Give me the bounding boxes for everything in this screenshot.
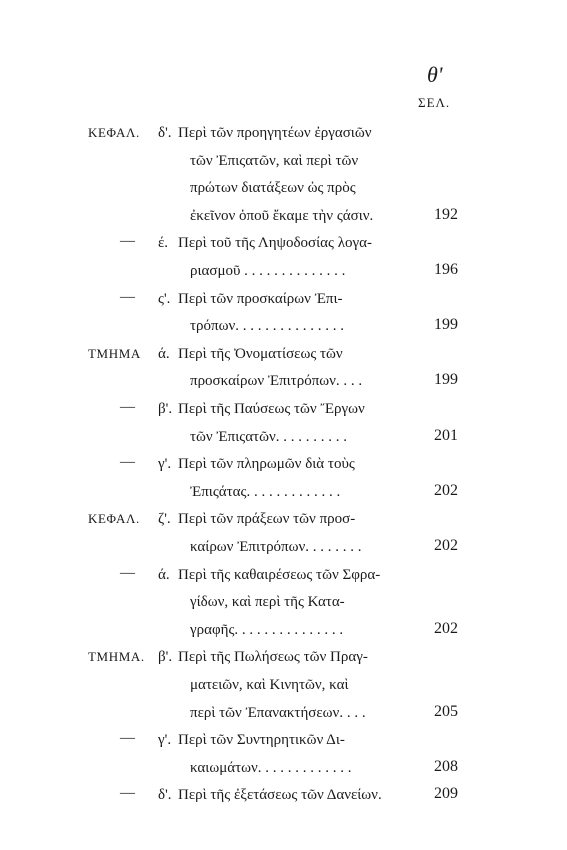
entry-label: —	[120, 564, 135, 581]
entry-ordinal: ζ'.	[158, 511, 171, 528]
entry-page-number: 201	[434, 426, 458, 444]
entry-label: —	[120, 233, 135, 250]
entry-text-line: Περὶ τῶν προηγητέων ἐργασιῶν	[178, 125, 372, 141]
entry-label: ΚΕΦΑΛ.	[88, 125, 140, 140]
entry-text-line: περὶ τῶν Ἐπανακτήσεων. . . .	[190, 704, 366, 721]
entry-text-line: καιωμάτων. . . . . . . . . . . . .	[190, 759, 352, 776]
entry-text-line: Ἐπιςάτας. . . . . . . . . . . . .	[190, 483, 341, 500]
entry-ordinal: ς'.	[158, 290, 171, 307]
entry-page-number: 196	[434, 261, 458, 278]
entry-text-line: Περὶ τῶν πληρωμῶν διὰ τοὺς	[178, 456, 355, 473]
entry-page-number: 202	[434, 481, 458, 499]
entry-label: —	[120, 454, 135, 471]
entry-page-number: 192	[434, 205, 458, 223]
entry-ordinal: δ'.	[158, 125, 172, 141]
entry-ordinal: β'.	[158, 401, 173, 417]
entry-text-line: πρώτων διατάξεων ὡς πρὸς	[190, 180, 356, 197]
entry-text-line: γραφῆς. . . . . . . . . . . . . . .	[190, 621, 344, 638]
entry-text-line: Περὶ τῆς καθαιρέσεως τῶν Σφρα-	[178, 566, 381, 583]
entry-text-line: Περὶ τῶν Συντηρητικῶν Δι-	[178, 732, 345, 749]
page-number: θ'	[427, 62, 443, 87]
entry-label: ΤΜΗΜΑ	[88, 345, 141, 361]
entry-text-line: ματειῶν, καὶ Κινητῶν, καὶ	[190, 677, 349, 693]
entry-page-number: 199	[434, 316, 458, 334]
entry-page-number: 205	[434, 702, 458, 720]
entry-text-line: Περὶ τοῦ τῆς Ληψοδοσίας λογα-	[178, 235, 372, 252]
entry-text-line: τρόπων. . . . . . . . . . . . . . .	[190, 318, 344, 335]
entry-text-line: Περὶ τῆς ἐξετάσεως τῶν Δανείων.	[178, 787, 382, 804]
entry-ordinal: ά.	[158, 345, 170, 362]
entry-label: —	[120, 399, 135, 415]
entry-ordinal: γ'.	[158, 732, 172, 749]
entry-page-number: 199	[434, 371, 458, 389]
entry-ordinal: ά.	[158, 566, 170, 583]
entry-label: —	[120, 288, 135, 305]
entry-ordinal: δ'.	[158, 787, 172, 804]
entry-page-number: 209	[434, 785, 458, 803]
entry-page-number: 202	[434, 537, 458, 554]
entry-ordinal: έ.	[158, 235, 169, 252]
entry-text-line: καίρων Ἐπιτρόπων. . . . . . . .	[190, 539, 362, 555]
entry-text-line: Περὶ τῆς Ὀνοματίσεως τῶν	[178, 345, 343, 362]
entry-label: —	[120, 730, 135, 747]
entry-text-line: τῶν Ἐπιςατῶν, καὶ περὶ τῶν	[190, 152, 359, 169]
entry-ordinal: β'.	[158, 649, 173, 666]
entry-text-line: Περὶ τῆς Παύσεως τῶν Ἔργων	[178, 401, 365, 417]
entry-text-line: τῶν Ἐπιςατῶν. . . . . . . . . .	[190, 428, 347, 445]
entry-text-line: Περὶ τῶν πράξεων τῶν προσ-	[178, 511, 356, 528]
page-column-header: ΣΕΛ.	[418, 95, 451, 110]
entry-text-line: προσκαίρων Ἐπιτρόπων. . . .	[190, 373, 363, 390]
entry-label: ΚΕΦΑΛ.	[88, 511, 140, 527]
entry-ordinal: γ'.	[158, 456, 172, 473]
entry-text-line: Περὶ τῆς Πωλήσεως τῶν Πραγ-	[178, 649, 368, 666]
entry-page-number: 208	[434, 757, 458, 775]
entry-text-line: ἐκεῖνον ὁποῦ ἔκαμε τὴν ςάσιν.	[190, 207, 374, 224]
entry-label: —	[120, 785, 135, 802]
entry-text-line: Περὶ τῶν προσκαίρων Ἐπι-	[178, 290, 343, 307]
entry-text-line: γίδων, καὶ περὶ τῆς Κατα-	[190, 594, 345, 611]
entry-page-number: 202	[434, 619, 458, 637]
entry-label: ΤΜΗΜΑ.	[88, 649, 145, 665]
entry-text-line: ριασμοῦ . . . . . . . . . . . . . .	[190, 263, 346, 279]
